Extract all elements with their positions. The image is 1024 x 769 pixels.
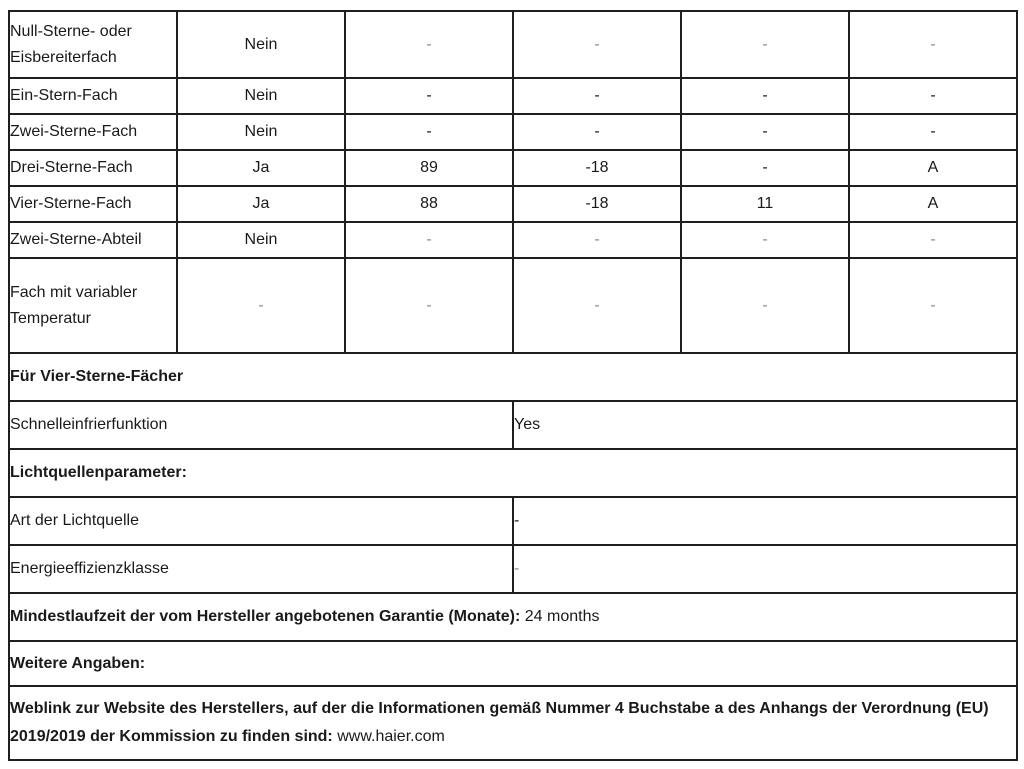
compartment-freezing-capacity: - — [681, 11, 849, 78]
compartment-volume: - — [345, 222, 513, 258]
compartment-present: Nein — [177, 11, 345, 78]
compartment-defrosting: - — [849, 11, 1017, 78]
compartment-freezing-capacity: - — [681, 114, 849, 150]
compartment-temperature: -18 — [513, 150, 681, 186]
compartment-freezing-capacity: - — [681, 222, 849, 258]
compartment-defrosting: A — [849, 150, 1017, 186]
weblink-row — [9, 686, 1017, 760]
compartment-volume: 89 — [345, 150, 513, 186]
further-info-label: Weitere Angaben: — [9, 641, 1017, 686]
warranty-value: 24 months — [524, 608, 600, 625]
compartment-label: Fach mit variabler Temperatur — [9, 258, 177, 353]
compartment-defrosting: - — [849, 258, 1017, 353]
table-row — [9, 150, 1017, 186]
table-row — [9, 222, 1017, 258]
compartment-temperature: - — [513, 114, 681, 150]
compartment-defrosting: - — [849, 222, 1017, 258]
compartment-volume: - — [345, 11, 513, 78]
compartment-temperature: - — [513, 258, 681, 353]
light-source-type-label: Art der Lichtquelle — [9, 497, 513, 545]
four-star-heading: Für Vier-Sterne-Fächer — [9, 353, 1017, 401]
compartment-table — [8, 10, 1018, 354]
light-source-type-value: - — [513, 497, 1017, 545]
compartment-temperature: -18 — [513, 186, 681, 222]
energy-class-value: - — [513, 545, 1017, 593]
table-row — [9, 11, 1017, 78]
compartment-present: Ja — [177, 150, 345, 186]
light-source-heading: Lichtquellenparameter: — [9, 449, 1017, 497]
energy-class-label: Energieeffizienzklasse — [9, 545, 513, 593]
compartment-present: Ja — [177, 186, 345, 222]
compartment-temperature: - — [513, 11, 681, 78]
energy-label-sheet — [8, 10, 1016, 761]
section-row — [9, 353, 1017, 401]
warranty-label: Mindestlaufzeit der vom Hersteller angebotenen Garantie (Monate): — [10, 608, 521, 625]
table-row — [9, 593, 1017, 641]
table-row — [9, 497, 1017, 545]
table-row — [9, 114, 1017, 150]
table-row — [9, 258, 1017, 353]
section-row — [9, 449, 1017, 497]
compartment-present: Nein — [177, 222, 345, 258]
weblink-value[interactable]: www.haier.com — [337, 728, 445, 745]
table-row — [9, 78, 1017, 114]
compartment-present: Nein — [177, 78, 345, 114]
table-row — [9, 545, 1017, 593]
compartment-label: Null-Sterne- oder Eisbereiterfach — [9, 11, 177, 78]
weblink-label: Weblink zur Website des Herstellers, auf der die Informationen gemäß Nummer 4 Buchstabe a des Anhangs der Verordnung (EU) 2019/2019 der Kommission zu finden sind: — [10, 700, 989, 745]
table-row — [9, 186, 1017, 222]
compartment-volume: - — [345, 78, 513, 114]
compartment-label: Ein-Stern-Fach — [9, 78, 177, 114]
compartment-freezing-capacity: 11 — [681, 186, 849, 222]
compartment-label: Zwei-Sterne-Fach — [9, 114, 177, 150]
compartment-defrosting: A — [849, 186, 1017, 222]
compartment-present: Nein — [177, 114, 345, 150]
compartment-temperature: - — [513, 222, 681, 258]
compartment-volume: - — [345, 114, 513, 150]
compartment-freezing-capacity: - — [681, 258, 849, 353]
compartment-volume: - — [345, 258, 513, 353]
warranty-row — [9, 593, 1017, 641]
compartment-present: - — [177, 258, 345, 353]
compartment-label: Vier-Sterne-Fach — [9, 186, 177, 222]
fast-freeze-label: Schnelleinfrierfunktion — [9, 401, 513, 449]
table-row — [9, 641, 1017, 686]
compartment-defrosting: - — [849, 78, 1017, 114]
parameters-table — [8, 352, 1018, 761]
compartment-freezing-capacity: - — [681, 150, 849, 186]
table-row — [9, 401, 1017, 449]
compartment-freezing-capacity: - — [681, 78, 849, 114]
fast-freeze-value: Yes — [513, 401, 1017, 449]
compartment-volume: 88 — [345, 186, 513, 222]
table-row — [9, 686, 1017, 760]
compartment-label: Drei-Sterne-Fach — [9, 150, 177, 186]
compartment-temperature: - — [513, 78, 681, 114]
compartment-defrosting: - — [849, 114, 1017, 150]
compartment-label: Zwei-Sterne-Abteil — [9, 222, 177, 258]
